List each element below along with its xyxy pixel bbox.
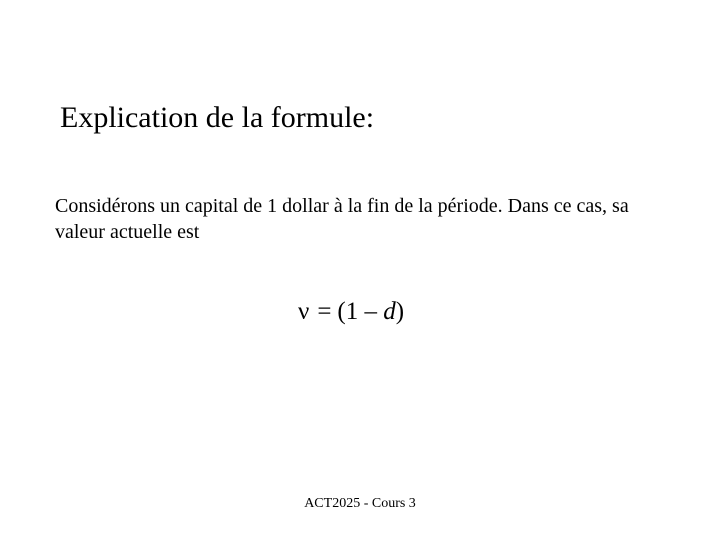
slide-title: Explication de la formule: <box>60 101 375 134</box>
formula-open-paren-term: (1 – <box>337 298 377 325</box>
formula-discount-variable: d <box>383 298 396 325</box>
formula-equals-sign: = <box>317 298 332 325</box>
formula-nu-symbol: ν <box>298 298 310 325</box>
formula-close-paren: ) <box>395 298 405 325</box>
body-paragraph: Considérons un capital de 1 dollar à la fin de la période. Dans ce cas, sa valeur actuelle est <box>55 195 629 243</box>
slide-footer: ACT2025 - Cours 3 <box>304 496 416 511</box>
present-value-formula <box>298 294 404 330</box>
